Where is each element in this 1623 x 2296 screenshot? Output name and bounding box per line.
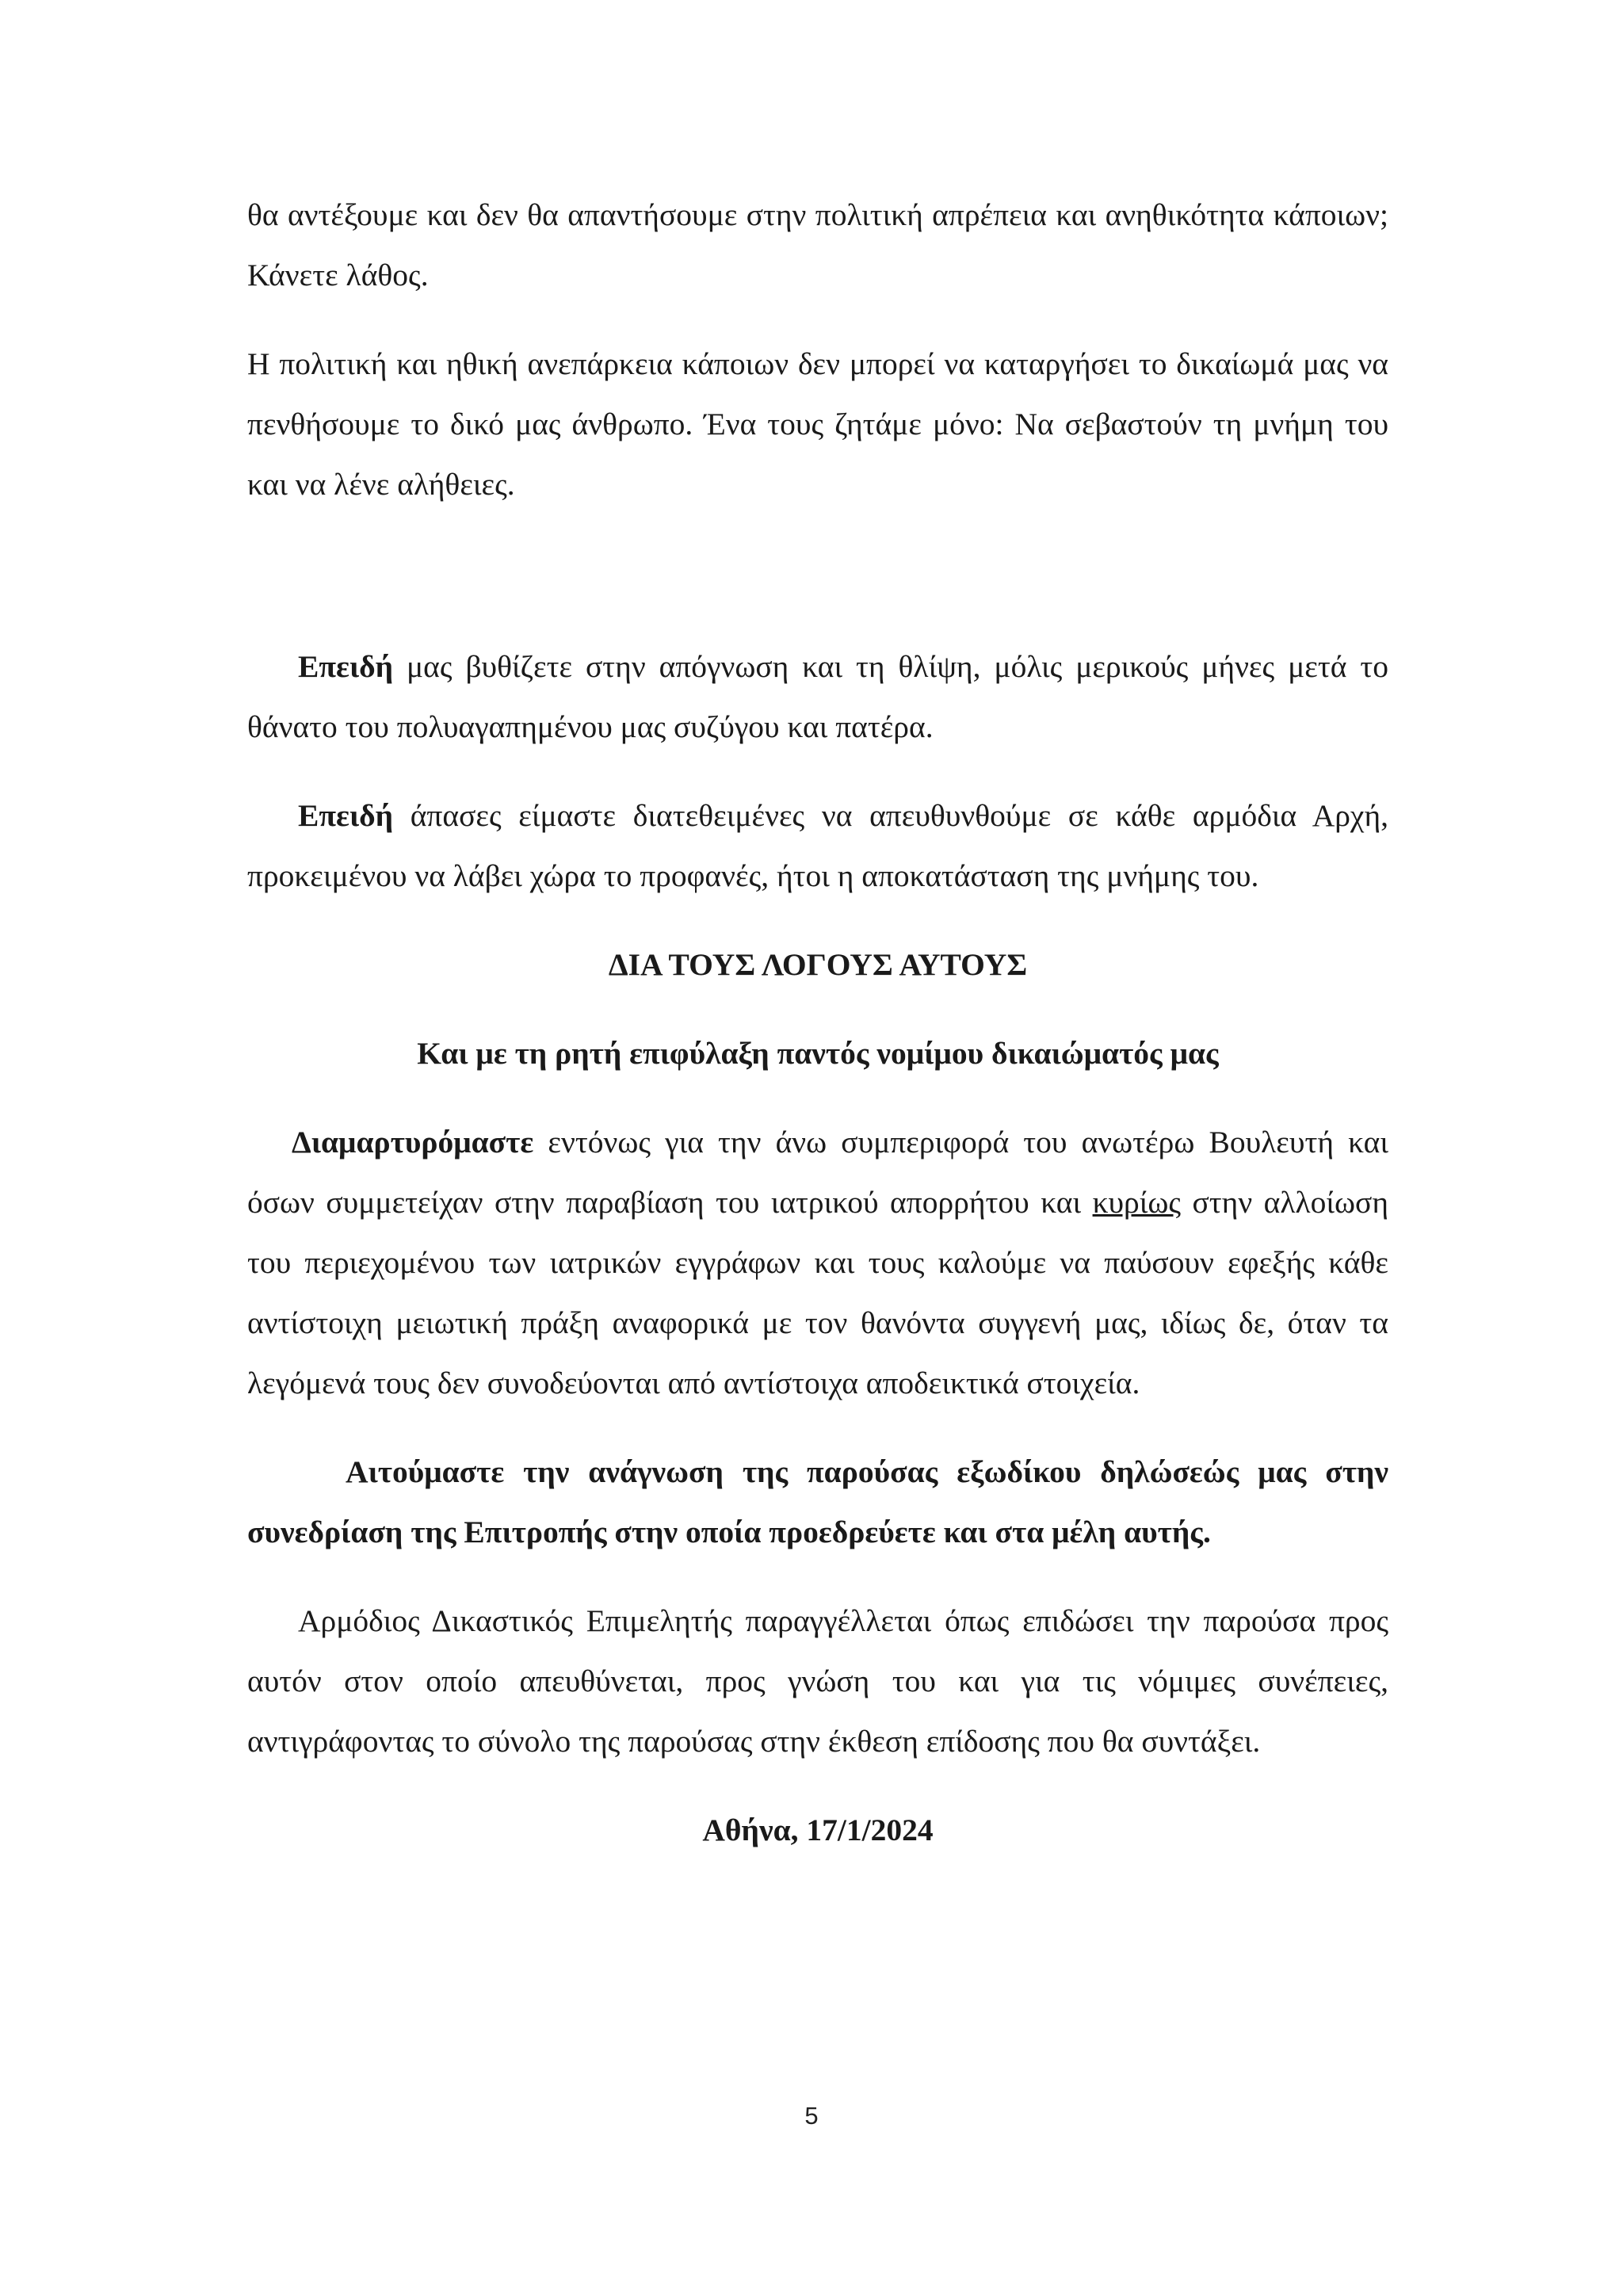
document-body	[247, 185, 1388, 1860]
whereas-text-2: άπασες είμαστε διατεθειμένες να απευθυνθούμε σε κάθε αρμόδια Αρχή, προκειμένου να λάβει χώρα το προφανές, ήτοι η αποκατάσταση της μνήμης του.	[247, 798, 1388, 893]
protest-text-2: στην αλλοίωση του περιεχομένου των ιατρικών εγγράφων και τους καλούμε να παύσουν εφεξής κάθε αντίστοιχη μειωτική πράξη αναφορικά με τον θανόντα συγγενή μας, ιδίως δε, όταν τα λεγόμενά τους δεν συνοδεύονται από αντίστοιχα αποδεικτικά στοιχεία.	[247, 1185, 1388, 1400]
protest-lead: Διαμαρτυρόμαστε	[292, 1125, 534, 1159]
page-number: 5	[804, 2102, 819, 2130]
protest-underlined-word: κυρίως	[1092, 1185, 1182, 1220]
whereas-lead-2: Επειδή	[298, 798, 394, 833]
paragraph-request: Αιτούμαστε την ανάγνωση της παρούσας εξωδίκου δηλώσεώς μας στην συνεδρίαση της Επιτροπής στην οποία προεδρεύετε και στα μέλη αυτής.	[247, 1454, 1388, 1549]
paragraph-bailiff: Αρμόδιος Δικαστικός Επιμελητής παραγγέλλεται όπως επιδώσει την παρούσα προς αυτόν στον οποίο απευθύνεται, προς γνώση του και για τις νόμιμες συνέπειες, αντιγράφοντας το σύνολο της παρούσας στην έκθεση επίδοσης που θα συντάξει.	[247, 1603, 1388, 1759]
reservation-heading: Και με τη ρητή επιφύλαξη παντός νομίμου δικαιώματός μας	[417, 1036, 1219, 1071]
paragraph-political-inadequacy: Η πολιτική και ηθική ανεπάρκεια κάποιων δεν μπορεί να καταργήσει το δικαίωμά μας να πενθήσουμε το δικό μας άνθρωπο. Ένα τους ζητάμε μόνο: Να σεβαστούν τη μνήμη του και να λένε αλήθειες.	[247, 346, 1388, 502]
section-heading: ΔΙΑ ΤΟΥΣ ΛΟΓΟΥΣ ΑΥΤΟΥΣ	[608, 947, 1028, 982]
whereas-lead-1: Επειδή	[298, 649, 394, 684]
paragraph-protest	[247, 1112, 1388, 1413]
place-date: Αθήνα, 17/1/2024	[702, 1813, 934, 1847]
paragraph-whereas-2	[247, 785, 1388, 906]
paragraph-continuation: θα αντέξουμε και δεν θα απαντήσουμε στην πολιτική απρέπεια και ανηθικότητα κάποιων; Κάνετε λάθος.	[247, 197, 1388, 292]
whereas-text-1: μας βυθίζετε στην απόγνωση και τη θλίψη, μόλις μερικούς μήνες μετά το θάνατο του πολυαγαπημένου μας συζύγου και πατέρα.	[247, 649, 1388, 744]
paragraph-whereas-1	[247, 636, 1388, 757]
protest-text-1: εντόνως για την άνω συμπεριφορά του ανωτέρω Βουλευτή και όσων συμμετείχαν στην παραβίαση του ιατρικού απορρήτου και	[247, 1125, 1388, 1220]
